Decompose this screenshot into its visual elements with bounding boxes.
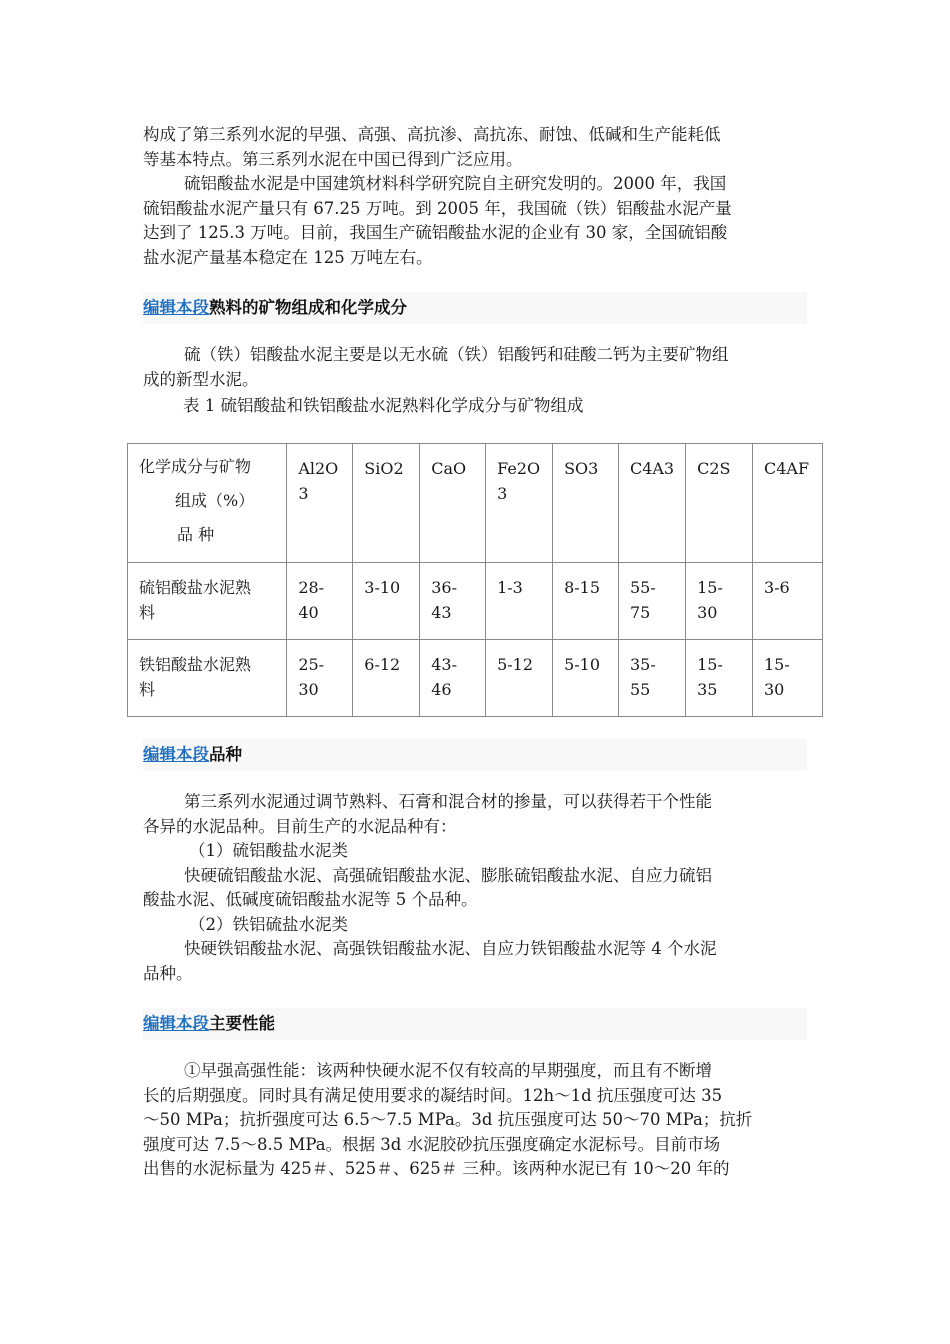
section3-paragraph (143, 1059, 807, 1182)
text-line: （2）铁铝硫盐水泥类 (189, 914, 348, 934)
table-cell (353, 640, 420, 717)
header-cell (353, 444, 420, 563)
text-line: 出售的水泥标量为 425＃、525＃、625＃ 三种。该两种水泥已有 10～20 年的 (143, 1159, 730, 1178)
text-line: 快硬铁铝酸盐水泥、高强铁铝酸盐水泥、自应力铁铝酸盐水泥等 4 个水泥 (184, 939, 717, 958)
row-label: 硫铝酸盐水泥熟 料 (139, 578, 252, 622)
table-cell (752, 640, 822, 717)
header-text: 化学成分与矿物 (139, 457, 252, 476)
table-cell (486, 563, 553, 640)
text-line: ①早强高强性能：该两种快硬水泥不仅有较高的早期强度，而且有不断增 (184, 1061, 712, 1080)
text-line: 硫（铁）铝酸盐水泥主要是以无水硫（铁）铝酸钙和硅酸二钙为主要矿物组 (184, 345, 729, 364)
section-heading (143, 292, 807, 324)
text-line: ～50 MPa；抗折强度可达 6.5～7.5 MPa。3d 抗压强度可达 50～70 MPa；抗折 (143, 1110, 753, 1129)
cell-value: 6-12 (364, 655, 401, 674)
table-cell (553, 563, 619, 640)
cell-value: 15- 30 (697, 578, 723, 622)
table-cell (287, 640, 353, 717)
text-line: 硫铝酸盐水泥是中国建筑材料科学研究院自主研究发明的。2000 年，我国 (184, 174, 727, 193)
section2-paragraphs (143, 790, 807, 986)
header-cell (686, 444, 753, 563)
header-text: Fe2O 3 (497, 459, 541, 503)
text-line: 构成了第三系列水泥的早强、高强、高抗渗、高抗冻、耐蚀、低碱和生产能耗低 (143, 125, 721, 144)
section-heading (143, 1008, 807, 1040)
header-text: 品 种 (177, 525, 215, 544)
header-text: 组成（%） (175, 491, 255, 510)
header-text: C4A3 (629, 459, 675, 478)
table-cell (353, 563, 420, 640)
header-text: CaO (431, 459, 467, 478)
cell-value: 15- 35 (697, 655, 723, 699)
composition-table (127, 443, 823, 717)
cell-value: 5-12 (497, 655, 534, 674)
table-cell (287, 563, 353, 640)
table-header-row (128, 444, 823, 563)
table-cell (752, 563, 822, 640)
header-text: Al2O 3 (298, 459, 339, 503)
text-line: 硫铝酸盐水泥产量只有 67.25 万吨。到 2005 年，我国硫（铁）铝酸盐水泥产量 (143, 198, 732, 218)
header-text: SiO2 (364, 459, 404, 478)
section-heading (143, 739, 807, 771)
cell-value: 36- 43 (431, 578, 457, 622)
text-line: 等基本特点。第三系列水泥在中国已得到广泛应用。 (143, 149, 523, 169)
text-line: 酸盐水泥、低碱度硫铝酸盐水泥等 5 个品种。 (143, 890, 478, 909)
text-line: 各异的水泥品种。目前生产的水泥品种有： (143, 816, 457, 836)
header-cell-variety (128, 444, 287, 563)
header-cell (618, 444, 685, 563)
header-text: SO3 (564, 459, 599, 478)
table-row (128, 640, 823, 717)
header-cell (486, 444, 553, 563)
text-line: （1）硫铝酸盐水泥类 (189, 841, 348, 860)
intro-paragraphs (143, 123, 807, 270)
cell-value: 5-10 (564, 655, 601, 674)
text-line: 第三系列水泥通过调节熟料、石膏和混合材的掺量，可以获得若干个性能 (184, 792, 712, 811)
cell-value: 43- 46 (431, 655, 457, 699)
header-cell (420, 444, 486, 563)
table-cell (420, 563, 486, 640)
text-line: 快硬硫铝酸盐水泥、高强硫铝酸盐水泥、膨胀硫铝酸盐水泥、自应力硫铝 (184, 865, 712, 885)
table-caption: 表 1 硫铝酸盐和铁铝酸盐水泥熟料化学成分与矿物组成 (183, 396, 584, 415)
text-line: 达到了 125.3 万吨。目前，我国生产硫铝酸盐水泥的企业有 30 家，全国硫铝酸 (143, 223, 728, 242)
header-cell (752, 444, 822, 563)
row-label-cell (128, 563, 287, 640)
text-line: 长的后期强度。同时具有满足使用要求的凝结时间。12h～1d 抗压强度可达 35 (143, 1085, 723, 1105)
header-cell (287, 444, 353, 563)
cell-value: 3-6 (763, 578, 790, 597)
table-cell (686, 563, 753, 640)
section-title: 品种 (209, 745, 242, 764)
cell-value: 15- 30 (763, 655, 790, 699)
cell-value: 28- 40 (298, 578, 325, 622)
section-title: 熟料的矿物组成和化学成分 (209, 298, 407, 317)
text-line: 盐水泥产量基本稳定在 125 万吨左右。 (143, 247, 433, 267)
row-label: 铁铝酸盐水泥熟 料 (139, 655, 252, 699)
cell-value: 55- 75 (629, 578, 656, 622)
table-cell (618, 640, 685, 717)
cell-value: 35- 55 (629, 655, 656, 699)
table-cell (553, 640, 619, 717)
text-line: 品种。 (143, 963, 193, 983)
header-text: C4AF (763, 459, 810, 478)
section-title: 主要性能 (209, 1014, 275, 1033)
header-text: C2S (697, 459, 731, 478)
table-cell (686, 640, 753, 717)
table-cell (420, 640, 486, 717)
section1-paragraph (143, 343, 807, 392)
text-line: 强度可达 7.5～8.5 MPa。根据 3d 水泥胶砂抗压强度确定水泥标号。目前市场 (143, 1134, 721, 1154)
table-cell (486, 640, 553, 717)
table-cell (618, 563, 685, 640)
edit-section-link[interactable]: 编辑本段 (143, 1014, 209, 1033)
edit-section-link[interactable]: 编辑本段 (143, 298, 209, 317)
header-cell (553, 444, 619, 563)
cell-value: 25- 30 (298, 655, 325, 699)
cell-value: 1-3 (497, 578, 523, 597)
edit-section-link[interactable]: 编辑本段 (143, 745, 209, 764)
cell-value: 3-10 (364, 578, 401, 597)
text-line: 成的新型水泥。 (143, 369, 259, 389)
row-label-cell (128, 640, 287, 717)
table-row (128, 563, 823, 640)
cell-value: 8-15 (564, 578, 601, 597)
